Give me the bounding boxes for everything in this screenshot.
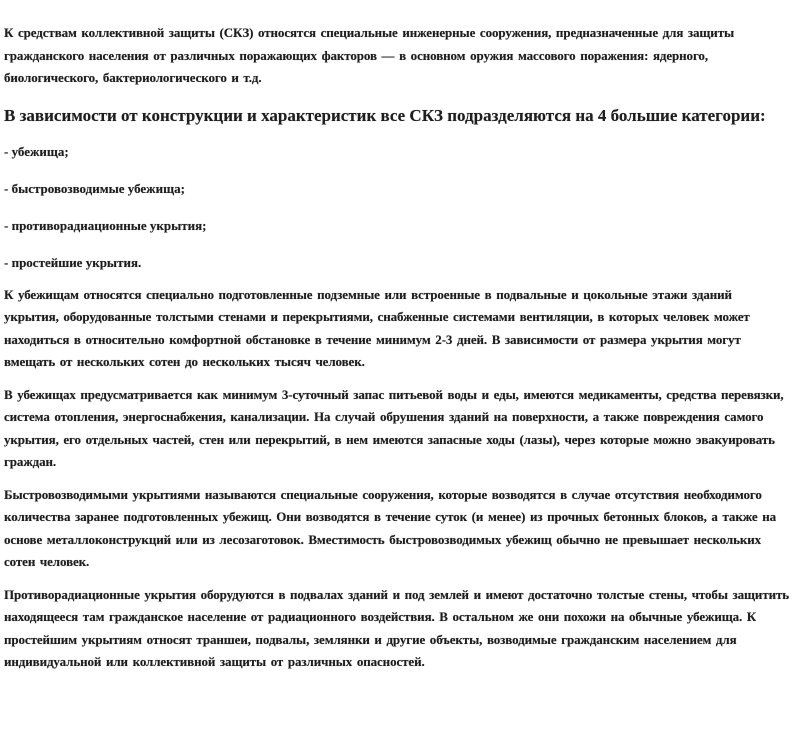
shelters-paragraph: К убежищам относятся специально подготовленные подземные или встроенные в подвальные и цокольные этажи зданий укрытия, оборудованные толстыми стенами и перекрытиями, снабженные системами вентиляции, в которых человек может находиться в относительно комфортной обстановке в течение минимум 2-3 дней. В зависимости от размера укрытия могут вмещать от нескольких сотен до нескольких тысяч человек. <box>4 286 750 369</box>
list-item: - противорадиационные укрытия; <box>4 217 207 233</box>
list-item: - быстровозводимые убежища; <box>4 180 185 196</box>
intro-paragraph: К средствам коллективной защиты (СКЗ) относятся специальные инженерные сооружения, предназначенные для защиты гражданского населения от различных поражающих факторов — в основном оружия массового поражения: ядерного, биологического, бактериологического и т.д. <box>4 25 735 85</box>
shelter-supplies-paragraph: В убежищах предусматривается как минимум 3-суточный запас питьевой воды и еды, имеются медикаменты, средства перевязки, система отопления, энергоснабжения, канализации. На случай обрушения зданий на поверхности, а также повреждения самого укрытия, его отдельных частей, стен или перекрытий, в нем имеются запасные ходы (лазы), через которые можно эвакуировать граждан. <box>4 386 784 469</box>
document-body <box>4 22 790 674</box>
section-heading: В зависимости от конструкции и характеристик все СКЗ подразделяются на 4 большие категории: <box>4 105 766 125</box>
radiation-shelters-paragraph: Противорадиационные укрытия оборудуются в подвалах зданий и под землей и имеют достаточно толстые стены, чтобы защитить находящееся там гражданское население от радиационного воздействия. В остальном же они похожи на обычные убежища. К простейшим укрытиям относят траншеи, подвалы, землянки и другие объекты, возводимые гражданским населением для индивидуальной или коллективной защиты от различных опасностей. <box>4 586 790 669</box>
list-item: - простейшие укрытия. <box>4 254 142 270</box>
quick-shelters-paragraph: Быстровозводимыми укрытиями называются специальные сооружения, которые возводятся в случае отсутствия необходимого количества заранее подготовленных убежищ. Они возводятся в течение суток (и менее) из прочных бетонных блоков, а также на основе металлоконструкций или из лесозаготовок. Вместимость быстровозводимых убежищ обычно не превышает нескольких сотен человек. <box>4 486 776 569</box>
list-item: - убежища; <box>4 143 69 159</box>
category-list <box>4 141 790 274</box>
